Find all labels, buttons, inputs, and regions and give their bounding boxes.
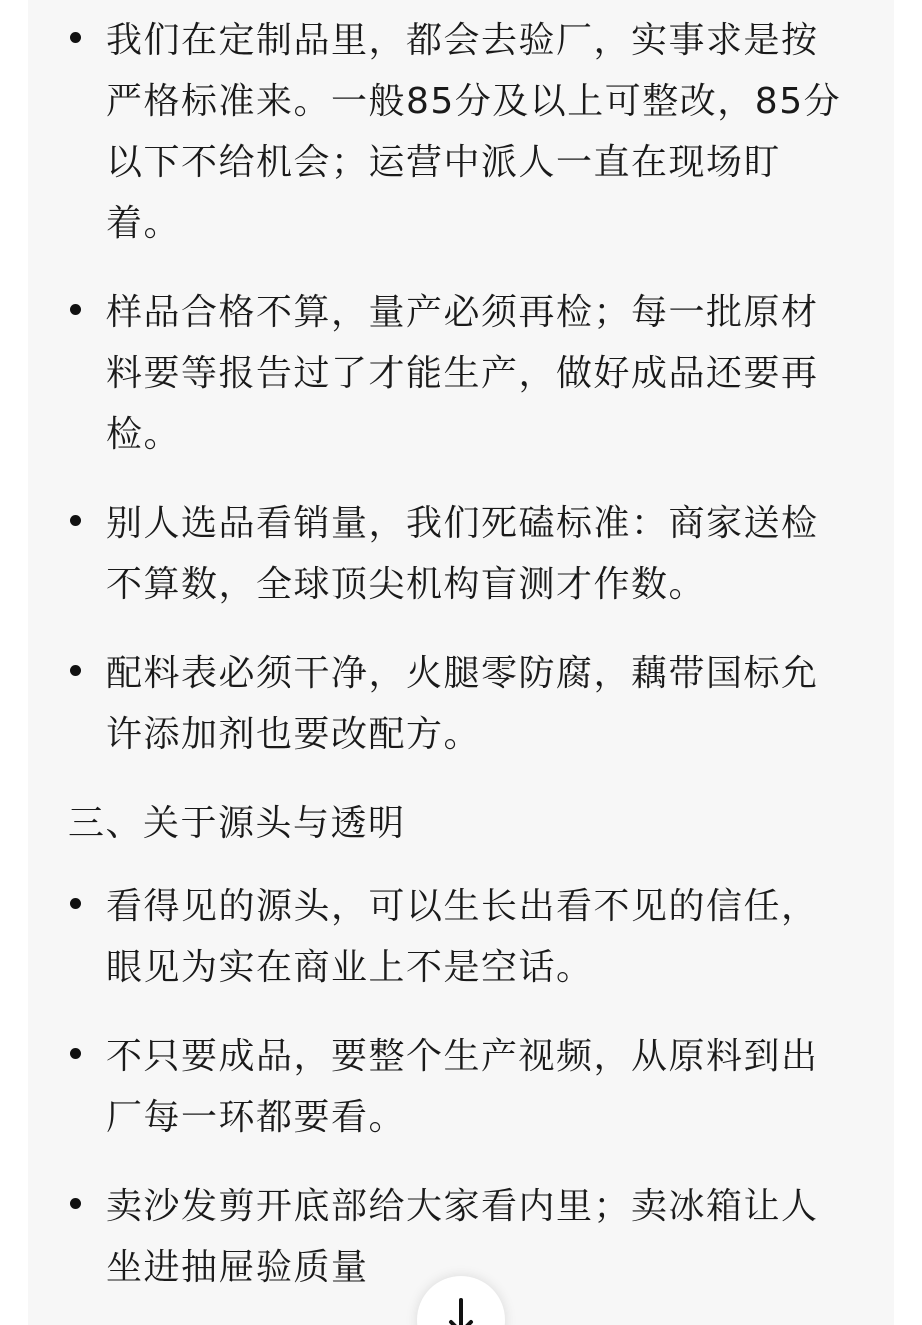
bullet-icon — [70, 32, 81, 43]
article-page — [28, 0, 894, 1325]
list-item-text: 不只要成品，要整个生产视频，从原料到出厂每一环都要看。 — [106, 1036, 819, 1138]
list-item — [28, 282, 894, 465]
bullet-icon — [70, 898, 81, 909]
list-item-text: 别人选品看销量，我们死磕标准：商家送检不算数，全球顶尖机构盲测才作数。 — [106, 503, 819, 605]
bullet-icon — [70, 665, 81, 676]
list-item — [28, 10, 894, 254]
list-item-text: 我们在定制品里，都会去验厂，实事求是按严格标准来。一般85分及以上可整改，85分以下不给机会；运营中派人一直在现场盯着。 — [106, 20, 842, 244]
list-item-text: 样品合格不算，量产必须再检；每一批原材料要等报告过了才能生产，做好成品还要再检。 — [106, 292, 819, 455]
list-item — [28, 876, 894, 998]
section-heading: 三、关于源头与透明 — [68, 803, 406, 844]
bullet-icon — [70, 1048, 81, 1059]
bullet-icon — [70, 1198, 81, 1209]
list-item — [28, 493, 894, 615]
list-item — [28, 643, 894, 765]
article-content — [28, 10, 894, 1325]
bullet-list-section-2 — [28, 10, 894, 765]
bullet-list-section-3 — [28, 876, 894, 1298]
list-item — [28, 1026, 894, 1148]
list-item-text: 卖沙发剪开底部给大家看内里；卖冰箱让人坐进抽屉验质量 — [106, 1186, 819, 1288]
bullet-icon — [70, 304, 81, 315]
list-item-text: 配料表必须干净，火腿零防腐，藕带国标允许添加剂也要改配方。 — [106, 653, 819, 755]
arrow-down-icon — [447, 1298, 475, 1325]
bullet-icon — [70, 515, 81, 526]
list-item-text: 看得见的源头，可以生长出看不见的信任，眼见为实在商业上不是空话。 — [106, 886, 819, 988]
